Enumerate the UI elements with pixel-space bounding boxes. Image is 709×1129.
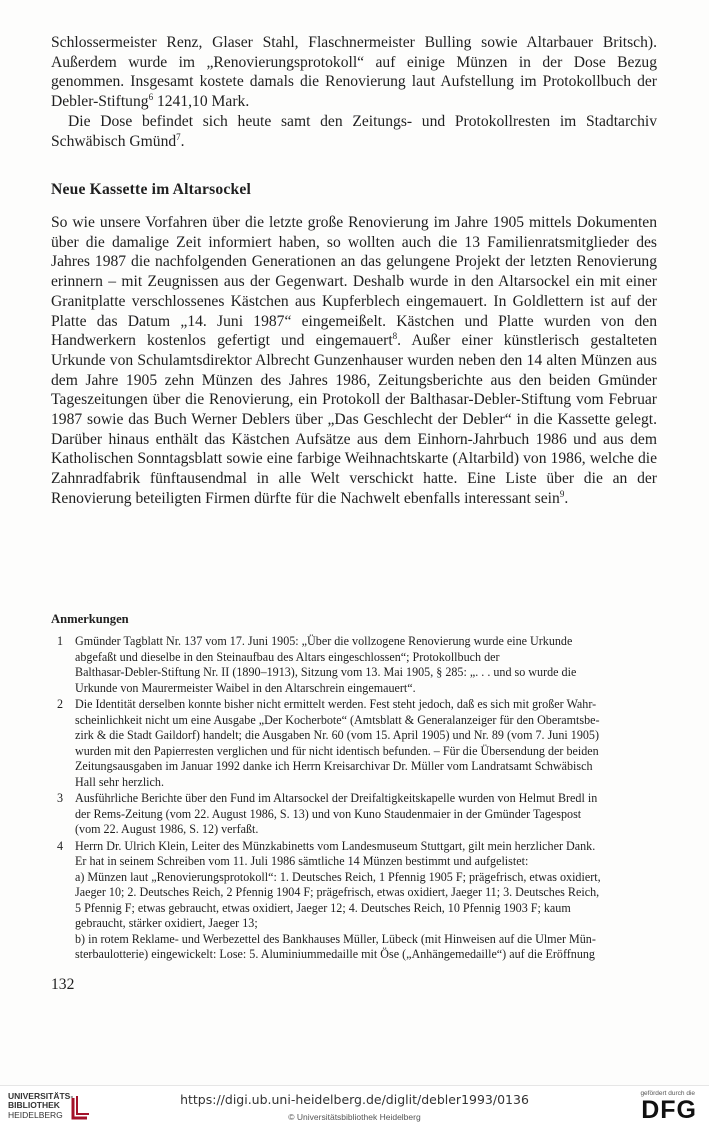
note-line: Gmünder Tagblatt Nr. 137 vom 17. Juni 1905: „Über die vollzogene Renovierung wurde eine Urkunde [75, 634, 573, 648]
note-line: scheinlichkeit nicht um eine Ausgabe „Der Kocherbote“ (Amtsblatt & Generalanzeiger für den Oberamtsbe- [75, 712, 600, 727]
note-line: wurden mit den Papierresten verglichen und für nicht identisch befunden. – Für die Übersendung der beiden [75, 743, 599, 758]
note-line: Zeitungsausgaben im Januar 1992 danke ich Herrn Kreisarchivar Dr. Müller vom Landratsamt Schwäbisch [75, 759, 593, 773]
viewer-footer [0, 1085, 709, 1129]
note-number: 3 [57, 791, 64, 805]
note-line: Die Identität derselben konnte bisher nicht ermittelt werden. Fest steht jedoch, daß es sich mit großer Wahr- [75, 697, 597, 711]
paragraph-renovation-costs: Schlossermeister Renz, Glaser Stahl, Flaschnermeister Bulling sowie Altarbauer Britsch). Außerdem wurde im „Renovierungsprotokoll“ auf einige Münzen in der Dose Bezug genommen. Insgesamt kostete damals die Renovierung laut Aufstellung im Protokollbuch der Debler-Stiftung$^6$ 1241,10 Mark. [51, 34, 657, 111]
note-line: Er hat in seinem Schreiben vom 11. Juli 1986 sämtliche 14 Münzen bestimmt und aufgelistet: [75, 854, 529, 868]
note-number: 2 [57, 697, 64, 711]
note-line: 5 Pfennig F; etwas gebraucht, etwas oxidiert, Jaeger 12; 4. Deutsches Reich, 10 Pfennig 1903 F; kaum [75, 900, 571, 915]
note-line: Ausführliche Berichte über den Fund im Altarsockel der Dreifaltigkeitskapelle wurden von Helmut Bredl in [75, 791, 598, 805]
note-line: Urkunde von Maurermeister Waibel in den Altarschrein eingemauert“. [75, 680, 416, 695]
library-name-line: UNIVERSITÄTS- [8, 1091, 74, 1101]
page-number: 132 [51, 976, 75, 993]
notes-list [51, 634, 657, 964]
note-1 [51, 634, 657, 696]
note-line: Jaeger 10; 2. Deutsches Reich, 2 Pfennig 1904 F; prägefrisch, etwas oxidiert, Jaeger 11; 3. Deutsches Reich, [75, 885, 600, 899]
note-3 [51, 791, 657, 838]
note-line: a) Münzen laut „Renovierungsprotokoll“: 1. Deutsches Reich, 1 Pfennig 1905 F; prägefrisch, etwas oxidiert, [75, 869, 601, 884]
copyright-notice: © Universitätsbibliothek Heidelberg [288, 1112, 421, 1122]
notes-title: Anmerkungen [51, 612, 129, 626]
note-line: gebraucht, stärker oxidiert, Jaeger 13; [75, 916, 258, 930]
note-2 [51, 697, 657, 790]
note-line: (vom 22. August 1986, S. 12) verfaßt. [75, 822, 259, 836]
note-line: sterbaulotterie) eingewickelt: Lose: 5. Aluminiummedaille mit Öse („Anhängemedaille“) auf die Eröffnung [75, 947, 595, 961]
section-text-block [51, 213, 657, 509]
note-line: Herrn Dr. Ulrich Klein, Leiter des Münzkabinetts vom Landesmuseum Stuttgart, gilt mein herzlicher Dank. [75, 838, 596, 853]
note-4 [51, 839, 657, 963]
library-name-line: BIBLIOTHEK [8, 1100, 60, 1111]
note-line: zirk & die Stadt Gaildorf) handelt; die Ausgaben Nr. 60 (vom 15. April 1905) und Nr. 89 (vom 7. Juni 1905) [75, 728, 599, 742]
top-text-block [51, 33, 657, 151]
paragraph-new-cassette: So wie unsere Vorfahren über die letzte große Renovierung im Jahre 1905 mittels Dokumenten über die damalige Zeit informiert haben, so wollten auch die 13 Familienratsmitglieder des Jahres 1987 die nachfolgenden Generationen an das gelungene Projekt der letzten Renovierung erinnern – mit Zeugnissen aus der Gegenwart. Deshalb wurde in den Altarsockel ein mit einer Granitplatte verschlossenes Kästchen aus Kupferblech eingemauert. In Goldlettern ist auf der Platte das Datum „14. Juni 1987“ eingemeißelt. Kästchen und Platte wurden von den Handwerkern kostenlos gefertigt und eingemauert$^8$. Außer einer künstlerisch gestalteten Urkunde von Schulamtsdirektor Albrecht Gunzenhauser wurden neben den 14 alten Münzen aus dem Jahre 1905 zehn Münzen des Jahres 1986, Zeitungsberichte aus den beiden Gmünder Tageszeitungen über die Renovierung, ein Protokoll der Balthasar-Debler-Stiftung vom Februar 1987 sowie das Buch Werner Deblers über „Das Geschlecht der Debler“ in die Kassette gelegt. Darüber hinaus enthält das Kästchen Aufsätze aus dem Einhorn-Jahrbuch 1986 und aus dem Katholischen Sonntagsblatt sowie eine farbige Weihnachtskarte (Altarbild) von 1986, welche die Zahnradfabrik fünftausendmal in alle Welt verschickt hatte. Eine Liste über die an der Renovierung beteiligten Firmen dürfte für die Nachwelt ebenfalls interessant sein$^9$. [51, 214, 657, 507]
note-line: Balthasar-Debler-Stiftung Nr. II (1890–1913), Sitzung vom 13. Mai 1905, § 285: „. . . und so wurde die [75, 665, 577, 679]
note-line: abgefaßt und dieselbe in den Steinaufbau des Altars eingeschlossen“; Protokollbuch der [75, 649, 500, 664]
library-name-line: HEIDELBERG [8, 1109, 63, 1120]
funder-caption: gefördert durch die [640, 1090, 695, 1097]
paragraph-dose-location: Die Dose befindet sich heute samt den Zeitungs- und Protokollresten im Stadtarchiv Schwäbisch Gmünd$^7$. [51, 112, 657, 150]
note-line: Hall sehr herzlich. [75, 774, 164, 789]
section-heading: Neue Kassette im Altarsockel [51, 181, 252, 198]
note-line: b) in rotem Reklame- und Werbezettel des Bankhauses Müller, Lübeck (mit Hinweisen auf die Ulmer Mün- [75, 931, 596, 946]
note-number: 1 [57, 634, 64, 648]
permalink[interactable]: https://digi.ub.uni-heidelberg.de/diglit/debler1993/0136 [180, 1092, 529, 1107]
note-number: 4 [57, 838, 64, 853]
note-line: der Rems-Zeitung (vom 22. August 1986, S. 13) und von Kuno Staudenmaier in der Gmünder Tagespost [75, 806, 582, 821]
dfg-logo[interactable]: DFG [641, 1096, 697, 1124]
